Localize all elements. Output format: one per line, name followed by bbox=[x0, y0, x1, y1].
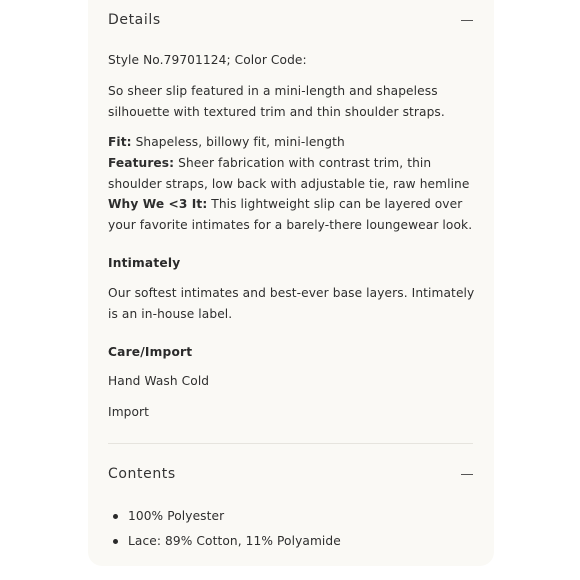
minus-icon[interactable] bbox=[460, 13, 474, 27]
why-we-love-line bbox=[108, 194, 478, 235]
list-item bbox=[108, 531, 341, 551]
features-value: Sheer fabrication with contrast trim, thin shoulder straps, low back with adjustable tie, raw hemline bbox=[108, 156, 470, 191]
contents-title: Contents bbox=[108, 466, 176, 482]
list-item-text: 100% Polyester bbox=[128, 509, 225, 523]
section-divider bbox=[108, 443, 473, 444]
features-label: Features: bbox=[108, 156, 175, 170]
care-heading: Care/Import bbox=[108, 345, 193, 359]
minus-icon[interactable] bbox=[460, 467, 474, 481]
import-origin: Import bbox=[108, 405, 150, 419]
style-number: Style No.79701124; Color Code: bbox=[108, 53, 307, 67]
fit-line bbox=[108, 132, 478, 153]
product-description: So sheer slip featured in a mini-length and shapeless silhouette with textured trim and thin shoulder straps. bbox=[108, 84, 445, 119]
fit-value: Shapeless, billowy fit, mini-length bbox=[131, 135, 345, 149]
product-details-card bbox=[88, 0, 494, 566]
features-line bbox=[108, 153, 478, 194]
contents-list bbox=[108, 506, 341, 555]
list-item bbox=[108, 506, 341, 526]
list-item-text: Lace: 89% Cotton, 11% Polyamide bbox=[128, 533, 341, 548]
fit-label: Fit: bbox=[108, 135, 132, 149]
why-label: Why We <3 It: bbox=[108, 197, 208, 211]
contents-section-header[interactable] bbox=[108, 462, 474, 486]
bullet-icon bbox=[113, 539, 118, 544]
care-instructions: Hand Wash Cold bbox=[108, 374, 210, 388]
details-section-header[interactable] bbox=[108, 8, 474, 32]
brand-heading: Intimately bbox=[108, 256, 181, 270]
brand-description: Our softest intimates and best-ever base layers. Intimately is an in-house label. bbox=[108, 286, 475, 321]
details-title: Details bbox=[108, 12, 161, 28]
why-value: This lightweight slip can be layered over your favorite intimates for a barely-there loungewear look. bbox=[108, 197, 473, 232]
bullet-icon bbox=[113, 514, 118, 519]
